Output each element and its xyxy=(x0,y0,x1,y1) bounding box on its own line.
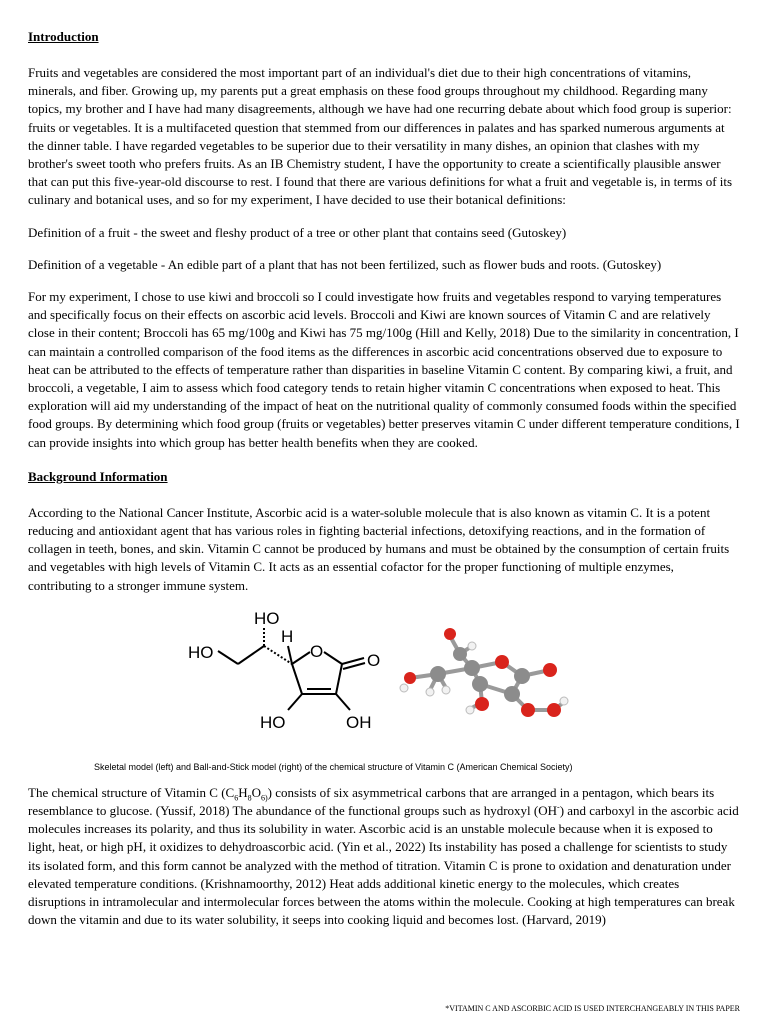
definition-fruit: Definition of a fruit - the sweet and fleshy product of a tree or other plant that contains seed (Gutoskey) xyxy=(28,224,567,240)
p2-sub-oxygen: 6) xyxy=(260,793,268,803)
label-o-carbonyl: O xyxy=(367,650,381,670)
p2-sub-carbon: 6 xyxy=(234,793,239,803)
label-o-ring: O xyxy=(310,641,324,661)
label-ho-left: HO xyxy=(188,642,214,662)
label-ho-bottom: HO xyxy=(260,712,286,732)
footnote: *VITAMIN C AND ASCORBIC ACID IS USED INTERCHANGEABLY IN THIS PAPER xyxy=(445,1004,740,1013)
figure-caption: Skeletal model (left) and Ball-and-Stick model (right) of the chemical structure of Vitamin C (American Chemical Society) xyxy=(94,761,573,772)
background-paragraph-2 xyxy=(28,784,740,930)
p2-text-o: O xyxy=(251,784,261,800)
p2-text-c: ) and carboxyl in the ascorbic acid molecules increases its polarity, and thus its solubility in water. Ascorbic acid is an unstable molecule because when it is exposed to light, heat, or high pH, it oxidizes to dehydroascorbic acid. (Yin et al., 2022) Its instability has posed a challenge for scientists to study its isolated form, and this form cannot be analyzed with the method of titration. Vitamin C is prone to oxidation and denaturation under elevated temperature conditions. (Krishnamoorthy, 2012) Heat adds additional kinetic energy to the molecules, which creates disruptions in intramolecular and intermolecular forces between the atoms within the molecule. Cooking at high temperatures can break down the vitamin and due to its water solubility, it seeps into cooking liquid and becomes lost. (Harvard, 2019) xyxy=(28,803,739,928)
label-h: H xyxy=(281,626,294,646)
definition-vegetable: Definition of a vegetable - An edible part of a plant that has not been fertilized, such as flower buds and roots. (Gutoskey) xyxy=(28,256,662,272)
background-paragraph-1: According to the National Cancer Institute, Ascorbic acid is a water-soluble molecule that is also known as vitamin C. It is a potent reducing and antioxidant agent that has various roles in fighting bacterial infections, detoxifying reactions, and in the formation of collagen in teeth, bones, and skin. Vitamin C cannot be produced by humans and must be obtained by the consumption of certain fruits and vegetables with high levels of Vitamin C. It acts as an essential cofactor for the proper functioning of multiple enzymes, contributing to a stronger immune system. xyxy=(28,504,730,593)
p2-sub-hydrogen: 8 xyxy=(247,793,252,803)
intro-paragraph-1: Fruits and vegetables are considered the most important part of an individual's diet due to their high concentrations of vitamins, minerals, and fiber. Growing up, my parents put a great emphasis on these food groups throughout my childhood. Regarding many topics, my brother and I have had many disagreements, although we have had one recurring debate about which food group is superior: fruits or vegetables. It is a multifaceted question that stemmed from our differences in palates and has sparked numerous arguments at the dinner table. I have regarded vegetables to be superior due to their versatility in many dishes, an opinion that clashes with my brother's sweet tooth who prefers fruits. As an IB Chemistry student, I have the opportunity to create a scientifically plausible answer that can put this five-year-old discourse to rest. I found that there are various definitions for what a fruit and vegetable is, in terms of its culinary and botanical uses, and so for my experiment, I have decided to use their botanical definitions: xyxy=(28,65,733,208)
introduction-heading: Introduction xyxy=(28,29,99,44)
background-heading: Background Information xyxy=(28,468,168,484)
vitamin-c-structure-image xyxy=(28,606,740,756)
document-page xyxy=(28,28,740,944)
vitamin-c-figure xyxy=(28,606,740,766)
p2-text-h: H xyxy=(238,784,248,800)
p2-text-b: ) consists of six asymmetrical carbons that are arranged in a pentagon, which bears its resemblance to glucose. (Yussif, 2018) The abundance of the functional groups such as hydroxyl (OH xyxy=(28,784,715,819)
p2-text-a: The chemical structure of Vitamin C (C xyxy=(28,784,235,800)
intro-paragraph-2: For my experiment, I chose to use kiwi and broccoli so I could investigate how fruits and vegetables respond to varying temperatures and specifically focus on their effects on ascorbic acid levels. Broccoli and Kiwi are known sources of Vitamin C and are relatively close in their content; Broccoli has 65 mg/100g and Kiwi has 75 mg/100g (Hill and Kelly, 2018) Due to the similarity in concentration, I can maintain a controlled comparison of the food items as the differences in ascorbic acid concentrations observed due to exposure to heat can be attributed to the effects of temperature rather than disparities in baseline Vitamin C content. By comparing kiwi, a fruit, and broccoli, a vegetable, I aim to assess which food category tends to retain higher vitamin C concentrations when exposed to heat. This exploration will aid my understanding of the impact of heat on the nutritional quality of commonly consumed foods within the specified food groups. By determining which food group (fruits or vegetables) better preserves vitamin C under different temperature conditions, I can provide insights into which group has better health benefits when they are cooked. xyxy=(28,289,740,450)
label-ho-top: HO xyxy=(254,608,280,628)
label-oh-bottom: OH xyxy=(346,712,372,732)
p2-sup-charge: - xyxy=(557,802,560,812)
